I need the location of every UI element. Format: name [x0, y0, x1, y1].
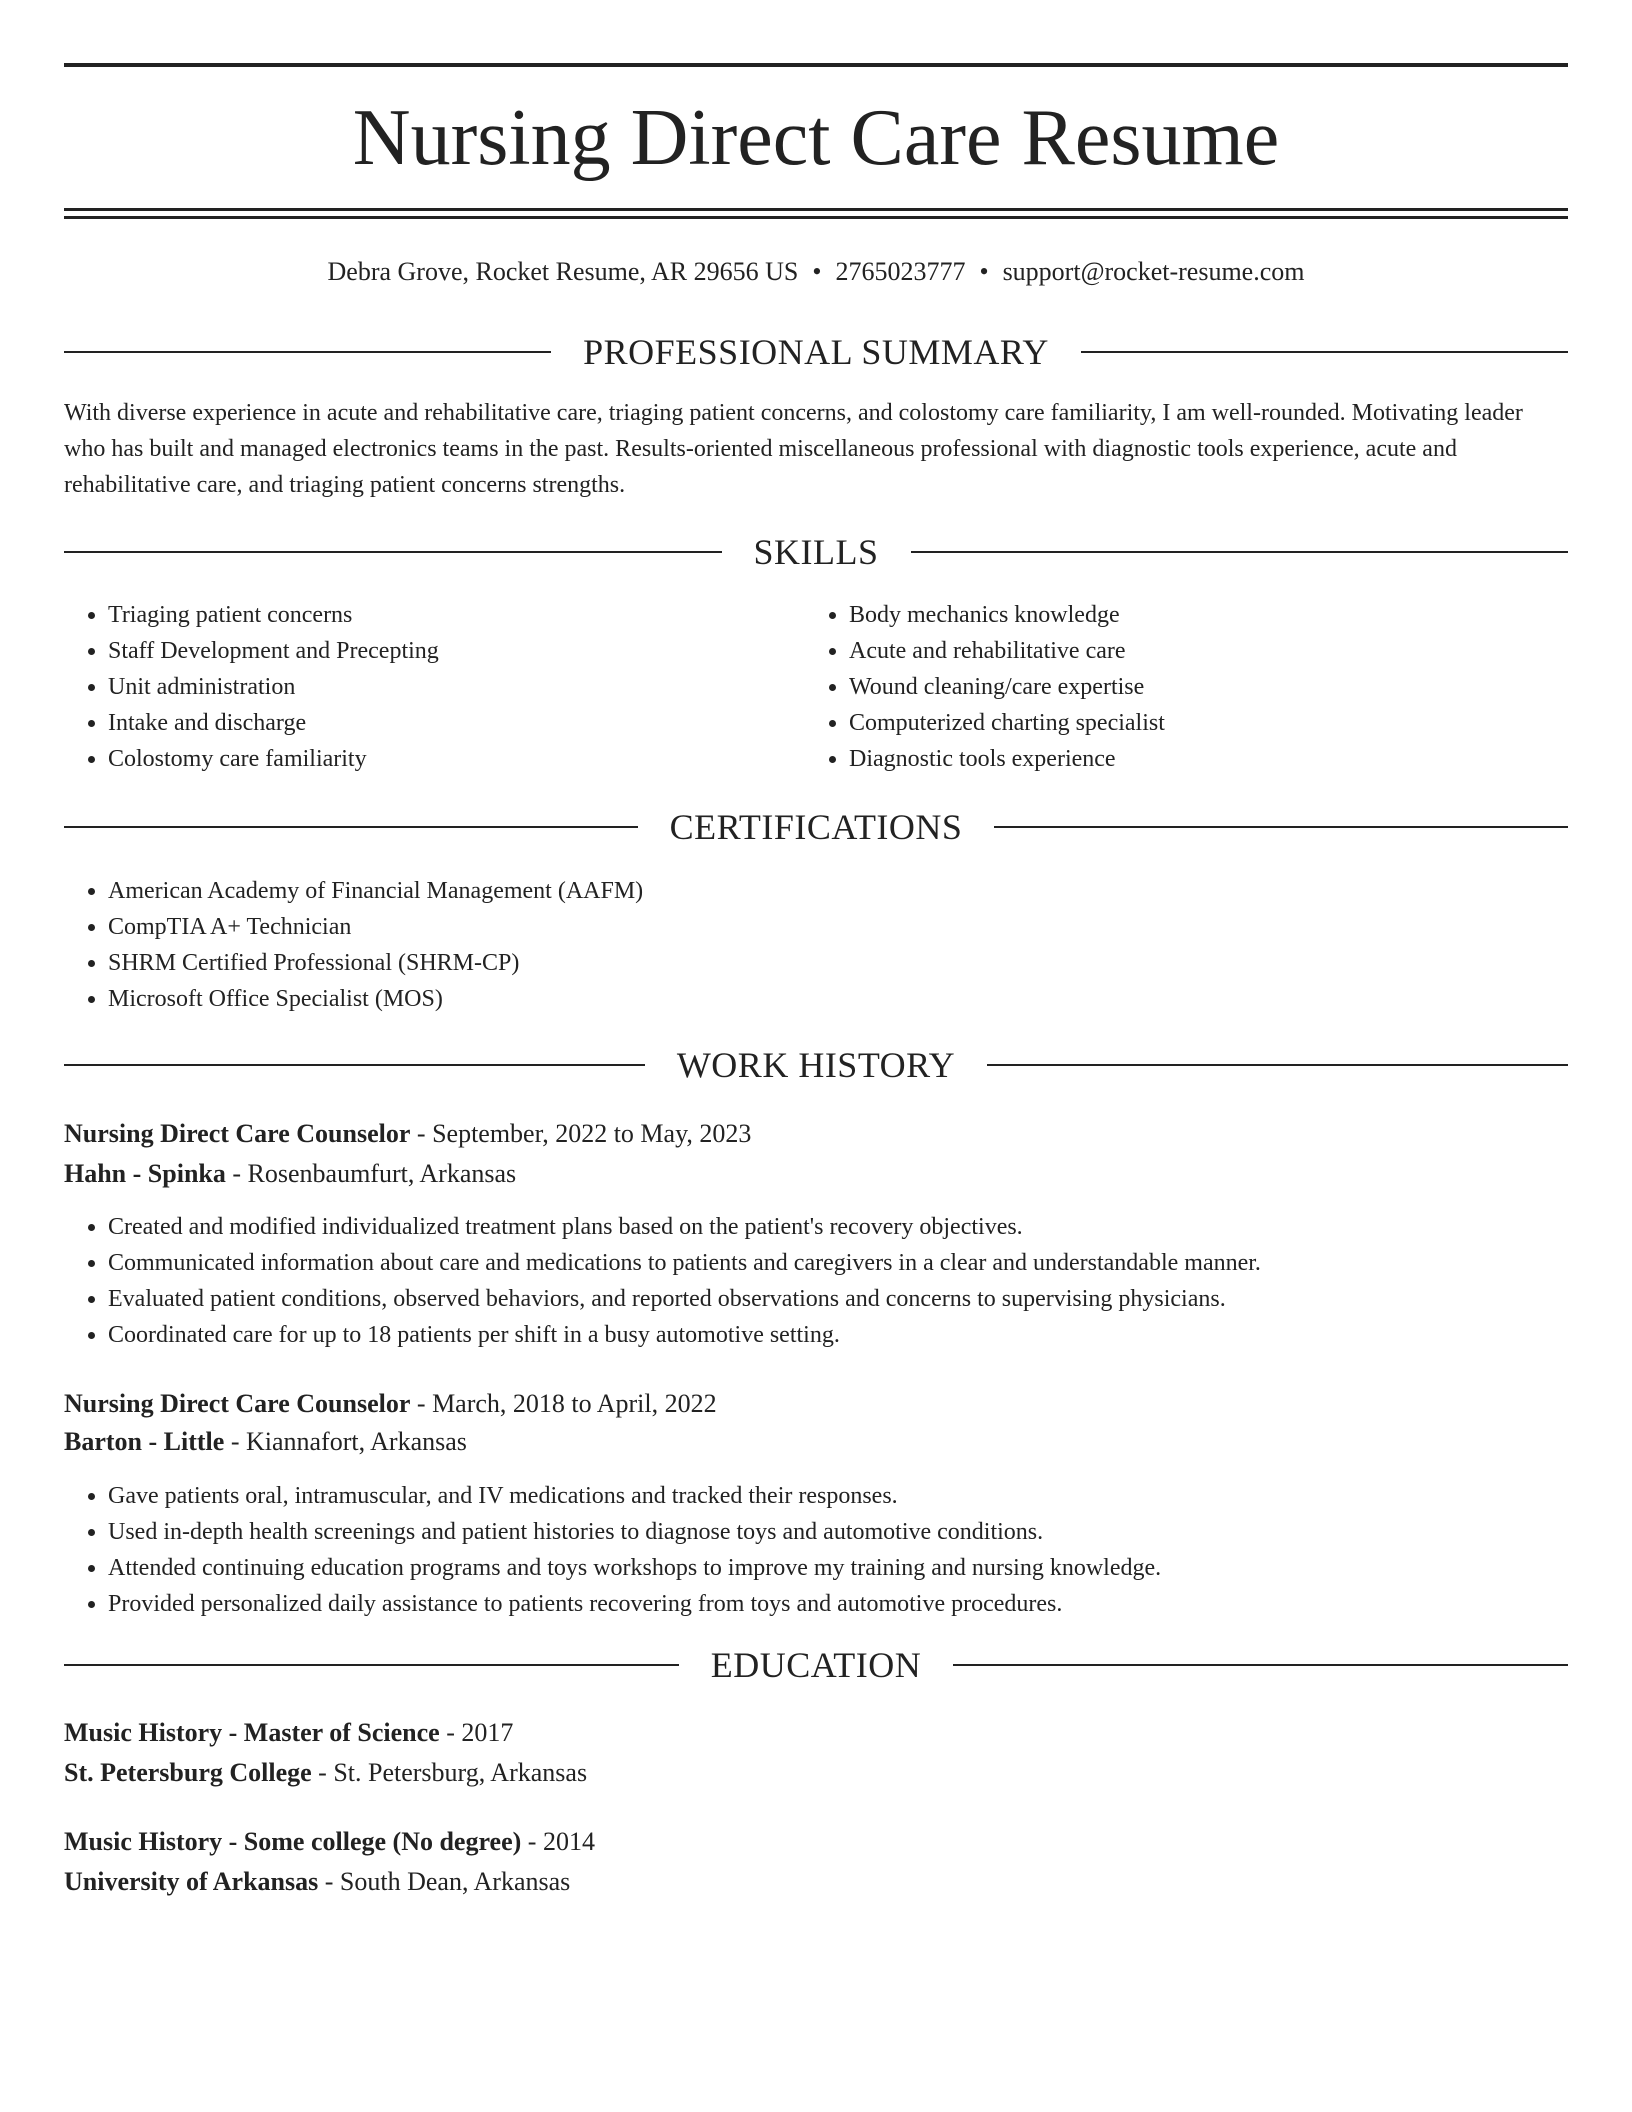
education-degree: Music History - Some college (No degree) — [64, 1827, 522, 1856]
education-degree-line — [64, 1713, 1568, 1753]
job-bullet: • Evaluated patient conditions, observed behaviors, and reported observations and concerns to supervising physicians. — [108, 1281, 1558, 1317]
resume-title: Nursing Direct Care Resume — [352, 94, 1280, 182]
education-year: - 2017 — [439, 1718, 514, 1747]
contact-address: Debra Grove, Rocket Resume, AR 29656 US — [327, 257, 799, 286]
skills-list-left — [64, 597, 808, 777]
job-location: - Rosenbaumfurt, Arkansas — [225, 1159, 517, 1188]
job-bullet: • Gave patients oral, intramuscular, and IV medications and tracked their responses. — [108, 1478, 1558, 1514]
summary-text: With diverse experience in acute and rehabilitative care, triaging patient concerns, and colostomy care familiarity, I am well-rounded. Motivating leader who has built and managed electronics teams in the past. Results-oriented miscellaneous professional with diagnostic tools experience, acute and rehabilitative care, and triaging patient concerns strengths. — [64, 400, 1523, 498]
contact-separator: • — [812, 257, 822, 286]
job-bullet: • Provided personalized daily assistance to patients recovering from toys and automotive procedures. — [108, 1586, 1558, 1622]
education-school-line — [64, 1862, 1568, 1902]
heading-rule — [1081, 351, 1568, 353]
skill-item: • Acute and rehabilitative care — [849, 633, 1549, 669]
job-company: Barton - Little — [64, 1427, 225, 1456]
job-title: Nursing Direct Care Counselor — [64, 1389, 411, 1418]
job-dates: - September, 2022 to May, 2023 — [410, 1119, 752, 1148]
job-bullets — [64, 1209, 1558, 1353]
education-degree-line — [64, 1822, 1568, 1862]
job-company-line — [64, 1422, 1568, 1462]
heading-rule — [64, 826, 638, 828]
job-dates: - March, 2018 to April, 2022 — [410, 1389, 717, 1418]
heading-rule — [911, 551, 1569, 553]
work-heading — [64, 1043, 1568, 1087]
education-location: - South Dean, Arkansas — [318, 1867, 571, 1896]
skill-item: • Unit administration — [108, 669, 808, 705]
education-school: St. Petersburg College — [64, 1758, 312, 1787]
education-heading-label: EDUCATION — [710, 1645, 922, 1685]
job-bullet: • Created and modified individualized treatment plans based on the patient's recovery objectives. — [108, 1209, 1558, 1245]
certifications-list — [64, 873, 1508, 1017]
top-rule — [64, 63, 1568, 67]
certification-item: • SHRM Certified Professional (SHRM-CP) — [108, 945, 1508, 981]
certification-item: • CompTIA A+ Technician — [108, 909, 1508, 945]
skills-heading — [64, 530, 1568, 574]
skill-item: • Triaging patient concerns — [108, 597, 808, 633]
job-company-line — [64, 1154, 1568, 1194]
title-rule-upper — [64, 208, 1568, 211]
contact-phone: 2765023777 — [835, 257, 966, 286]
education-school-line — [64, 1753, 1568, 1793]
education-school: University of Arkansas — [64, 1867, 319, 1896]
heading-rule — [994, 826, 1568, 828]
summary-heading-label: PROFESSIONAL SUMMARY — [583, 332, 1049, 372]
education-degree: Music History - Master of Science — [64, 1718, 440, 1747]
job-company: Hahn - Spinka — [64, 1159, 226, 1188]
job-bullet: • Communicated information about care and medications to patients and caregivers in a clear and understandable manner. — [108, 1245, 1558, 1281]
job-title: Nursing Direct Care Counselor — [64, 1119, 411, 1148]
title-rule-lower — [64, 216, 1568, 219]
skill-item: • Body mechanics knowledge — [849, 597, 1549, 633]
education-heading — [64, 1643, 1568, 1687]
job-bullet: • Coordinated care for up to 18 patients per shift in a busy automotive setting. — [108, 1317, 1558, 1353]
skills-heading-label: SKILLS — [753, 532, 879, 572]
job-title-line — [64, 1114, 1568, 1154]
skill-item: • Staff Development and Precepting — [108, 633, 808, 669]
certifications-heading-label: CERTIFICATIONS — [669, 807, 963, 847]
skill-item: • Computerized charting specialist — [849, 705, 1549, 741]
certification-item: • American Academy of Financial Management (AAFM) — [108, 873, 1508, 909]
contact-email: support@rocket-resume.com — [1002, 257, 1305, 286]
heading-rule — [64, 351, 551, 353]
contact-separator: • — [979, 257, 989, 286]
certification-item: • Microsoft Office Specialist (MOS) — [108, 981, 1508, 1017]
heading-rule — [987, 1064, 1568, 1066]
heading-rule — [953, 1664, 1568, 1666]
job-bullet: • Used in-depth health screenings and patient histories to diagnose toys and automotive conditions. — [108, 1514, 1558, 1550]
summary-heading — [64, 330, 1568, 374]
heading-rule — [64, 1064, 645, 1066]
work-heading-label: WORK HISTORY — [676, 1045, 956, 1085]
skill-item: • Wound cleaning/care expertise — [849, 669, 1549, 705]
heading-rule — [64, 1664, 679, 1666]
heading-rule — [64, 551, 722, 553]
skill-item: • Diagnostic tools experience — [849, 741, 1549, 777]
job-location: - Kiannafort, Arkansas — [224, 1427, 467, 1456]
contact-line — [64, 252, 1568, 292]
education-year: - 2014 — [521, 1827, 595, 1856]
job-title-line — [64, 1384, 1568, 1424]
skills-list-right — [805, 597, 1549, 777]
certifications-heading — [64, 805, 1568, 849]
job-bullets — [64, 1478, 1558, 1622]
job-bullet: • Attended continuing education programs and toys workshops to improve my training and nursing knowledge. — [108, 1550, 1558, 1586]
skill-item: • Colostomy care familiarity — [108, 741, 808, 777]
education-location: - St. Petersburg, Arkansas — [311, 1758, 588, 1787]
skill-item: • Intake and discharge — [108, 705, 808, 741]
